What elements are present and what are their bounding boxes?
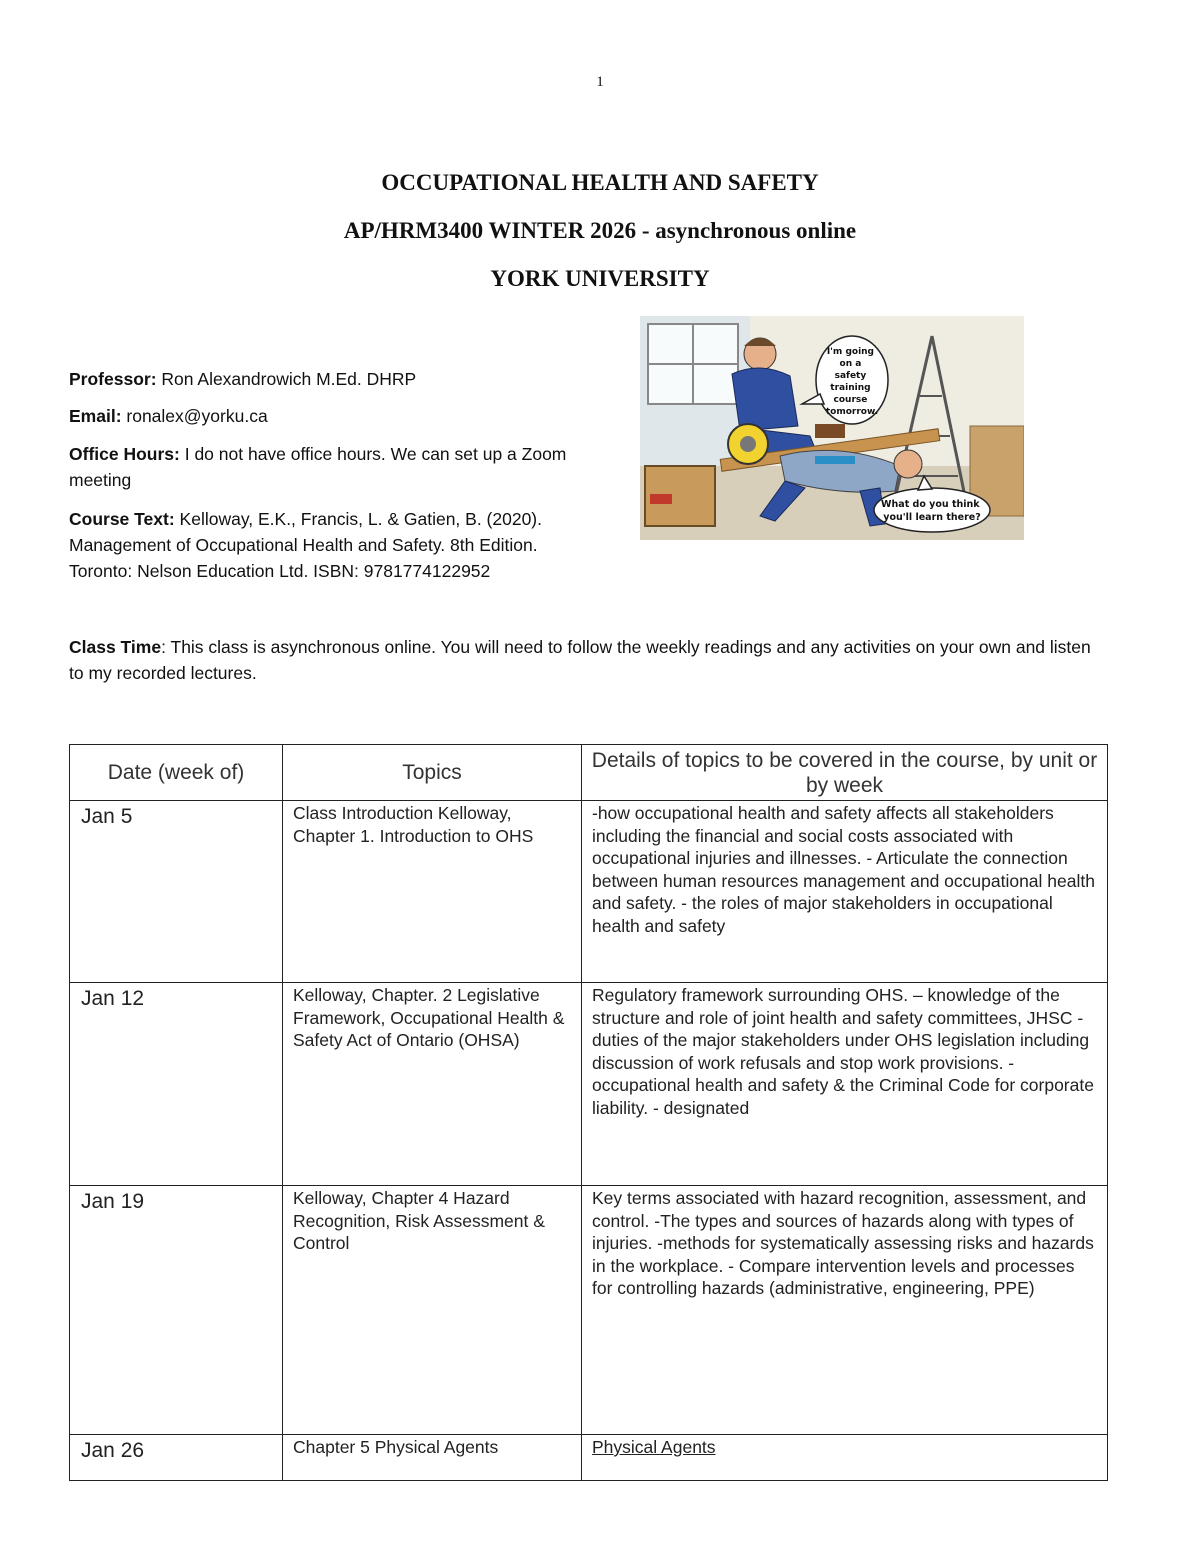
bubble2-line: What do you think bbox=[881, 499, 980, 510]
row-topics: Chapter 5 Physical Agents bbox=[283, 1435, 582, 1481]
email-label: Email: bbox=[69, 406, 122, 426]
row-details-link[interactable] bbox=[582, 1435, 1108, 1481]
safety-cartoon-illustration bbox=[640, 316, 1024, 540]
row-date: Jan 12 bbox=[70, 983, 283, 1186]
page-number: 1 bbox=[596, 74, 604, 90]
row-topics: Kelloway, Chapter 4 Hazard Recognition, Risk Assessment & Control bbox=[283, 1186, 582, 1435]
table-row bbox=[70, 801, 1108, 983]
row-details: -how occupational health and safety affects all stakeholders including the financial and social costs associated with occupational injuries and illnesses. - Articulate the connection between human resources management and occupational health and safety. - the roles of major stakeholders in occupational health and safety bbox=[582, 801, 1108, 983]
class-time-value: : This class is asynchronous online. You will need to follow the weekly readings and any activities on your own and listen to my recorded lectures. bbox=[69, 637, 1091, 683]
professor-value: Ron Alexandrowich M.Ed. DHRP bbox=[156, 369, 417, 389]
course-text-value: Kelloway, E.K., Francis, L. & Gatien, B. (2020). Management of Occupational Health and Safety. 8th Edition. Toronto: Nelson Education Ltd. ISBN: 9781774122952 bbox=[69, 509, 543, 581]
header-date: Date (week of) bbox=[70, 745, 283, 801]
row-date: Jan 19 bbox=[70, 1186, 283, 1435]
row-details: Key terms associated with hazard recognition, assessment, and control. -The types and sources of hazards along with types of injuries. -methods for systematically assessing risks and hazards in the workplace. - Compare intervention levels and processes for controlling hazards (administrative, engineering, PPE) bbox=[582, 1186, 1108, 1435]
professor-line bbox=[69, 366, 569, 392]
office-hours-line bbox=[69, 441, 569, 493]
email-line bbox=[69, 403, 569, 429]
bubble1-line: course bbox=[833, 395, 868, 405]
bubble2-line: you'll learn there? bbox=[883, 512, 981, 523]
course-code: AP/HRM3400 WINTER 2026 - asynchronous online bbox=[343, 218, 857, 243]
course-title: OCCUPATIONAL HEALTH AND SAFETY bbox=[381, 170, 819, 195]
table-header-row bbox=[70, 745, 1108, 801]
row-topics: Class Introduction Kelloway, Chapter 1. Introduction to OHS bbox=[283, 801, 582, 983]
bubble1-line: tomorrow. bbox=[825, 407, 879, 417]
row-details: Regulatory framework surrounding OHS. – knowledge of the structure and role of joint health and safety committees, JHSC - duties of the major stakeholders under OHS legislation including discussion of work refusals and stop work provisions. -occupational health and safety & the Criminal Code for corporate liability. - designated bbox=[582, 983, 1108, 1186]
row-date: Jan 26 bbox=[70, 1435, 283, 1481]
row-date: Jan 5 bbox=[70, 801, 283, 983]
table-row bbox=[70, 1435, 1108, 1481]
table-row bbox=[70, 983, 1108, 1186]
email-value[interactable]: ronalex@yorku.ca bbox=[121, 406, 268, 426]
course-text-line bbox=[69, 506, 569, 584]
university-name: YORK UNIVERSITY bbox=[490, 266, 710, 291]
table-row bbox=[70, 1186, 1108, 1435]
office-hours-label: Office Hours: bbox=[69, 444, 180, 464]
schedule-table bbox=[69, 744, 1108, 1481]
course-text-label: Course Text: bbox=[69, 509, 175, 529]
bubble1-line: training bbox=[830, 383, 871, 393]
bubble1-line: safety bbox=[834, 371, 867, 381]
class-time-label: Class Time bbox=[69, 637, 162, 657]
header-details: Details of topics to be covered in the course, by unit or by week bbox=[582, 745, 1108, 801]
professor-label: Professor: bbox=[69, 369, 157, 389]
physical-agents-link[interactable]: Physical Agents bbox=[592, 1437, 716, 1457]
office-hours-value: I do not have office hours. We can set up a Zoom meeting bbox=[69, 444, 567, 490]
header-topics: Topics bbox=[283, 745, 582, 801]
bubble1-line: I'm going bbox=[826, 347, 875, 357]
bubble1-line: on a bbox=[839, 359, 862, 369]
row-topics: Kelloway, Chapter. 2 Legislative Framework, Occupational Health & Safety Act of Ontario (OHSA) bbox=[283, 983, 582, 1186]
class-time-paragraph bbox=[69, 634, 1109, 686]
